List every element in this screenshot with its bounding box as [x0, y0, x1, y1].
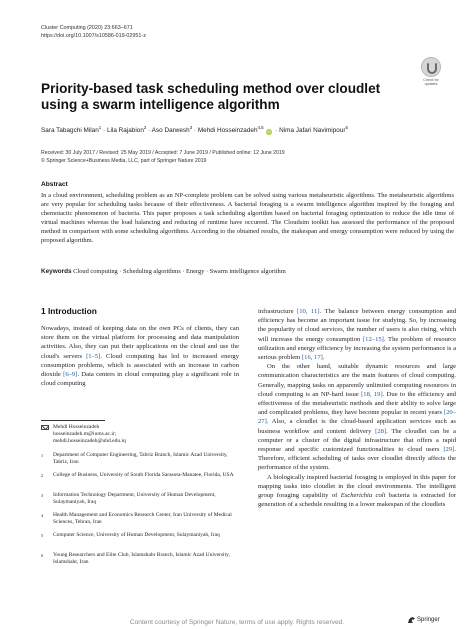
- right-column-text: [258, 307, 456, 509]
- copyright-footer: Content courtesy of Springer Nature, terms of use apply. Rights reserved.: [129, 619, 345, 626]
- author-name[interactable]: Sara Tabagchi Milan: [41, 127, 99, 135]
- citation-link[interactable]: [10, 11]: [297, 308, 320, 315]
- journal-header: [41, 24, 146, 40]
- paragraph: Nowadays, instead of keeping data on the own PCs of clients, they can store them on the virtual platform for processing and data manipulation activities. Also, they can put their applications on the cloud and use the cloud's servers [1–5]. Cloud computing has led to increased energy consumption problems, which is associated with an increase in carbon dioxide [6–9]. Data centers in cloud computing play a significant role in cloud computing: [41, 325, 240, 388]
- citation-link[interactable]: [18, 19]: [361, 390, 383, 398]
- paragraph: infrastructure [10, 11]. The balance between energy consumption and efficiency has become an important issue for studying. So, by increasing the popularity of cloud services, the number of users is also rising, which will increase the energy consumption [12–15]. The problem of resource utilization and energy efficiency by increasing the system performance is a serious problem [16, 17].: [258, 308, 456, 362]
- author-list: Sara Tabagchi Milan$^1$ · Lila Rajabion$^2$ · Aso Darwesh$^3$ · Mehdi Hosseinzadeh$^{4,5}$ iD · Nima Jafari Navimipour$^6$: [41, 125, 348, 135]
- keywords: Keywords Cloud computing · Scheduling algorithms · Energy · Swarm intelligence algorithm: [41, 268, 286, 275]
- citation-link[interactable]: [6–9]: [63, 371, 78, 379]
- citation-link[interactable]: [28]: [375, 427, 387, 435]
- publication-dates: Received: 30 July 2017 / Revised: 25 May 2019 / Accepted: 7 June 2019 / Published online: 12 June 2019 © Springer Science+Business Media, LLC, part of Springer Nature 2019: [41, 150, 285, 164]
- journal-citation: Cluster Computing (2020) 23:663–671: [41, 25, 133, 31]
- author-name[interactable]: Lila Rajabion: [106, 127, 144, 135]
- paragraph: On the other hand, suitable dynamic resources and large communication characteristics are the main features of cloud computing. Generally, mapping tasks on apparently unlimited computing resources in cloud computing is an NP-hard issue [18, 19]. Due to the efficiency and effectiveness of the metaheuristic methods and their ability to solve large and complicated problems, they have become popular in recent years [20–27]. Also, a cloudlet is the cloud-based application services such as business workflow and content delivery [28]. The cloudlet can be a computer or a cluster of the digital infrastructure that offers a rapid response and specific customized functionalities to cloud users [29]. Therefore, efficient scheduling of tasks over cloudlet directly affects the performance of the system.: [258, 363, 456, 472]
- email-link[interactable]: mehdi.hosseinzadeh@uhd.edu.iq: [53, 438, 126, 445]
- envelope-icon: [41, 425, 49, 430]
- doi-link[interactable]: https://doi.org/10.1007/s10586-019-02951-z: [41, 33, 146, 39]
- author-name[interactable]: Aso Darwesh: [151, 127, 190, 135]
- author-name[interactable]: Mehdi Hosseinzadeh: [197, 127, 258, 135]
- left-column-text: [41, 324, 239, 388]
- citation-link[interactable]: [16, 17]: [301, 354, 323, 362]
- citation-link[interactable]: [29]: [443, 446, 455, 454]
- orcid-icon[interactable]: iD: [267, 129, 272, 135]
- citation-link[interactable]: [20–27]: [258, 409, 456, 426]
- paragraph: A biologically inspired bacterial foraging is employed in this paper for mapping tasks into cloudlet in the cloud environments. The intelligent group foraging capability of Escherichia coli bacteria is extracted for generation of a schedule resulting in a lower makespan of the cloudlets: [258, 473, 457, 509]
- check-updates-icon: [421, 57, 441, 77]
- footnote-divider: [41, 420, 105, 421]
- abstract-heading: Abstract: [41, 181, 68, 188]
- publisher-mark: Springer: [408, 617, 440, 623]
- citation-link[interactable]: [1–5]: [86, 352, 101, 360]
- paper-title: Priority-based task scheduling method over cloudlet using a swarm intelligence algorithm: [41, 81, 381, 112]
- abstract-text: In a cloud environment, scheduling problem as an NP-complete problem can be solved using various metaheuristic algorithms. The metaheuristic algorithms are very popular for scheduling tasks because of their effectiveness. A bacterial foraging is a swarm intelligence algorithm inspired by the foraging and chemotactic phenomenon of bacteria. This paper proposes a task scheduling algorithm based on bacterial foraging optimization to reduce the idle time of virtual machines whereas the load balancing and reducing of runtime have occurred. The Cloudsim toolkit has assessed the performance of the proposed method in comparison with some scheduling algorithms. According to the obtained results, the makespan and energy consumption were reduced by using the proposed algorithm.: [41, 192, 454, 244]
- section-heading-introduction: 1 Introduction: [41, 306, 97, 316]
- citation-link[interactable]: [12–15]: [362, 335, 384, 343]
- email-link[interactable]: hosseinzadeh.m@iums.ac.ir;: [53, 431, 117, 438]
- author-name[interactable]: Nima Jafari Navimipour: [279, 127, 346, 135]
- check-for-updates-badge[interactable]: Check for updates: [419, 57, 443, 87]
